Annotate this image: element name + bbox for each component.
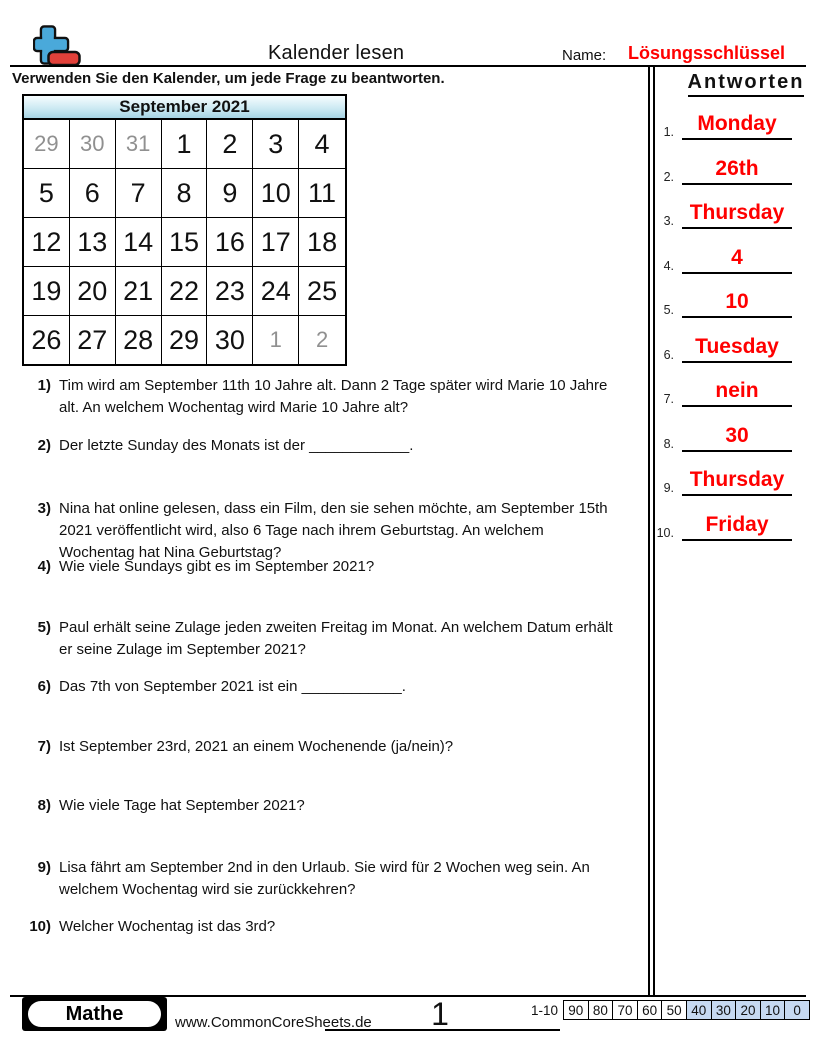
calendar-day-cell: 11 <box>299 169 345 218</box>
answer-number: 9. <box>663 481 674 496</box>
grading-scale <box>563 1000 810 1020</box>
calendar-day-cell: 12 <box>24 218 70 267</box>
calendar-day-cell: 18 <box>299 218 345 267</box>
question-text: Wie viele Sundays gibt es im September 2021? <box>59 558 375 575</box>
calendar-day-cell: 20 <box>70 267 116 316</box>
question-text: Paul erhält seine Zulage jeden zweiten Freitag im Monat. An welchem Datum erhält er seine Zulage im September 2021? <box>59 619 613 658</box>
commoncoresheets-logo <box>33 25 81 67</box>
question-number: 7) <box>37 738 51 755</box>
question-item <box>20 676 679 698</box>
question-number: 10) <box>29 918 51 935</box>
answer-item <box>653 466 803 496</box>
calendar-day-cell: 13 <box>70 218 116 267</box>
answer-value: Tuesday <box>682 335 792 363</box>
page-number: 1 <box>431 996 449 1032</box>
question-item <box>20 736 679 758</box>
score-box: 30 <box>711 1000 737 1020</box>
calendar-day-cell: 15 <box>162 218 208 267</box>
answer-item <box>653 377 803 407</box>
question-number: 2) <box>37 437 51 454</box>
calendar-day-cell: 14 <box>116 218 162 267</box>
subject-badge-label: Mathe <box>28 1001 161 1027</box>
answer-item <box>653 110 803 140</box>
answer-item <box>653 422 803 452</box>
question-number: 5) <box>37 619 51 636</box>
question-item <box>20 795 679 817</box>
calendar-day-cell: 8 <box>162 169 208 218</box>
score-box: 60 <box>637 1000 663 1020</box>
instruction-text: Verwenden Sie den Kalender, um jede Frage zu beantworten. <box>12 70 445 87</box>
question-item <box>20 916 679 938</box>
answer-value: 10 <box>682 290 792 318</box>
calendar-day-cell: 22 <box>162 267 208 316</box>
score-range-label: 1-10 <box>530 1003 558 1018</box>
answer-number: 6. <box>663 347 674 362</box>
question-text: Der letzte Sunday des Monats ist der ____________. <box>59 437 414 454</box>
answer-number: 5. <box>663 303 674 318</box>
calendar-day-cell: 19 <box>24 267 70 316</box>
question-item <box>20 857 679 901</box>
score-box: 40 <box>686 1000 712 1020</box>
answer-number: 8. <box>663 436 674 451</box>
answer-key-label: Lösungsschlüssel <box>628 43 786 63</box>
calendar-day-cell: 9 <box>207 169 253 218</box>
calendar-day-cell: 3 <box>253 120 299 169</box>
answer-value: 26th <box>682 157 792 185</box>
question-item <box>20 617 679 661</box>
answer-value: 30 <box>682 424 792 452</box>
calendar-day-cell: 21 <box>116 267 162 316</box>
answer-value: Monday <box>682 112 792 140</box>
calendar-day-cell: 10 <box>253 169 299 218</box>
question-item <box>20 556 679 578</box>
calendar-day-cell: 31 <box>116 120 162 169</box>
question-number: 9) <box>37 859 51 876</box>
question-number: 8) <box>37 797 51 814</box>
score-box: 70 <box>612 1000 638 1020</box>
question-text: Welcher Wochentag ist das 3rd? <box>59 918 276 935</box>
answers-heading <box>656 71 816 97</box>
question-number: 4) <box>37 558 51 575</box>
calendar-day-cell: 16 <box>207 218 253 267</box>
answer-item <box>653 155 803 185</box>
calendar-grid <box>24 120 345 364</box>
question-item <box>20 375 679 419</box>
answer-item <box>653 511 803 541</box>
calendar-day-cell: 29 <box>24 120 70 169</box>
score-box: 80 <box>588 1000 614 1020</box>
header-divider <box>10 65 806 67</box>
answer-value: 4 <box>682 246 792 274</box>
question-number: 6) <box>37 678 51 695</box>
question-text: Wie viele Tage hat September 2021? <box>59 797 305 814</box>
answer-number: 7. <box>663 392 674 407</box>
answer-item <box>653 288 803 318</box>
score-box: 20 <box>735 1000 761 1020</box>
calendar-day-cell: 2 <box>315 327 329 352</box>
calendar-day-cell: 23 <box>207 267 253 316</box>
calendar-day-cell: 4 <box>299 120 345 169</box>
question-text: Tim wird am September 11th 10 Jahre alt. Dann 2 Tage später wird Marie 10 Jahre alt. An welchem Wochentag wird Marie 10 Jahre alt? <box>59 377 608 416</box>
name-label: Name: <box>562 47 607 64</box>
calendar-day-cell: 1 <box>253 316 299 364</box>
calendar-day-cell: 26 <box>24 316 70 364</box>
calendar <box>22 94 347 366</box>
calendar-day-cell: 2 <box>207 120 253 169</box>
calendar-day-cell: 30 <box>207 316 253 364</box>
calendar-day-cell: 6 <box>70 169 116 218</box>
question-number: 1) <box>37 377 51 394</box>
answer-number: 3. <box>663 214 674 229</box>
answer-item <box>653 333 803 363</box>
score-box: 90 <box>563 1000 589 1020</box>
calendar-day-cell: 5 <box>24 169 70 218</box>
answer-number: 1. <box>663 125 674 139</box>
answer-number: 4. <box>663 258 674 273</box>
calendar-day-cell: 29 <box>162 316 208 364</box>
question-text: Ist September 23rd, 2021 an einem Wochenende (ja/nein)? <box>59 738 454 755</box>
answer-item <box>653 199 803 229</box>
question-number: 3) <box>37 500 51 517</box>
calendar-day-cell: 24 <box>253 267 299 316</box>
calendar-day-cell: 27 <box>70 316 116 364</box>
answer-number: 10. <box>656 525 674 540</box>
calendar-day-cell: 25 <box>299 267 345 316</box>
answer-value: nein <box>682 379 792 407</box>
question-item <box>20 435 679 457</box>
answers-heading-text: Antworten <box>688 71 805 97</box>
score-box: 10 <box>760 1000 786 1020</box>
question-text: Das 7th von September 2021 ist ein ____________. <box>59 678 406 695</box>
calendar-day-cell: 30 <box>70 120 116 169</box>
score-box: 50 <box>661 1000 687 1020</box>
question-text: Nina hat online gelesen, dass ein Film, den sie sehen möchte, am September 15th 2021 veröffentlicht wird, also 6 Tage nach ihrem Geburtstag. An welchem Wochentag hat Nina Geburtstag? <box>59 500 608 561</box>
calendar-day-cell: 1 <box>162 120 208 169</box>
page-title: Kalender lesen <box>268 42 405 64</box>
question-text: Lisa fährt am September 2nd in den Urlaub. Sie wird für 2 Wochen weg sein. An welchem Wochentag wird sie zurückkehren? <box>59 859 590 898</box>
calendar-day-cell: 28 <box>116 316 162 364</box>
answer-value: Thursday <box>682 468 792 496</box>
calendar-month-title: September 2021 <box>24 96 345 120</box>
calendar-day-cell: 7 <box>116 169 162 218</box>
answer-item <box>653 244 803 274</box>
answer-value: Thursday <box>682 201 792 229</box>
calendar-day-cell: 17 <box>253 218 299 267</box>
answer-value: Friday <box>682 513 792 541</box>
question-item <box>20 498 679 564</box>
website-url: www.CommonCoreSheets.de <box>175 1014 372 1031</box>
subject-badge <box>22 997 167 1031</box>
score-box: 0 <box>784 1000 810 1020</box>
answer-number: 2. <box>663 169 674 184</box>
